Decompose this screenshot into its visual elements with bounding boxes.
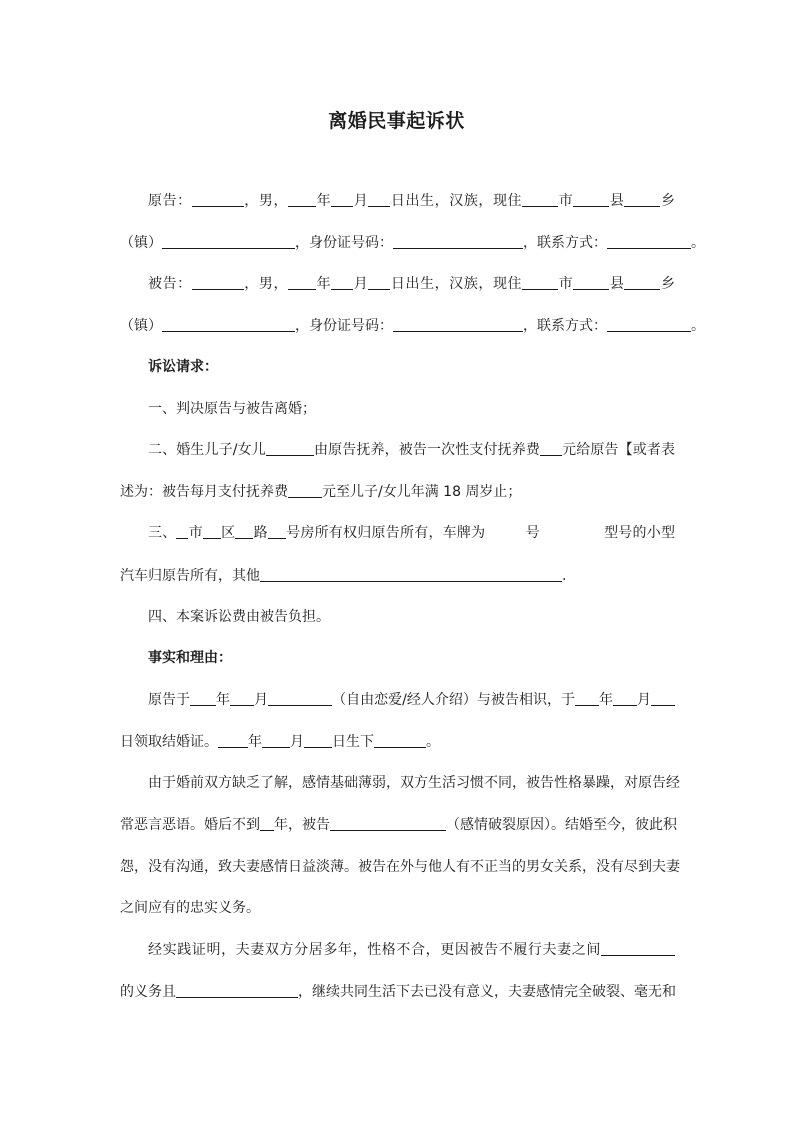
blank-defendant-birth-year[interactable] <box>288 274 316 290</box>
blank-defendant-birth-day[interactable] <box>368 274 390 290</box>
facts-heading: 事实和理由： <box>148 650 232 666</box>
claim-item-4: 四、本案诉讼费由被告负担。 <box>148 609 330 625</box>
claims-heading: 诉讼请求： <box>148 359 218 375</box>
claim-item-3-line-1: 三、 市 区 路 号房所有权归原告所有，车牌为 号 型号的小型 <box>148 525 676 541</box>
blank-plaintiff-name[interactable] <box>192 191 244 207</box>
blank-marriage-year[interactable] <box>575 690 599 706</box>
blank-defendant-name[interactable] <box>192 274 244 290</box>
blank-defendant-id-number[interactable] <box>393 316 523 332</box>
facts-p2-line-2: 常恶言恶语。婚后不到 年，被告 （感情破裂原因）。结婚至今，彼此积 <box>120 817 677 833</box>
facts-p3-line-1: 经实践证明，夫妻双方分居多年，性格不合，更因被告不履行夫妻之间 <box>120 940 675 960</box>
blank-child-birth-year[interactable] <box>218 732 248 748</box>
facts-p1-line-1: 原告于 年 月 （自由恋爱/经人介绍）与被告相识，于 年 月 <box>120 690 675 710</box>
defendant-line-1: 被告： ，男， 年 月 日出生，汉族，现住 市 县 乡 <box>148 276 676 292</box>
blank-house-road[interactable] <box>235 523 253 539</box>
blank-plaintiff-township[interactable] <box>624 191 660 207</box>
blank-defendant-birth-month[interactable] <box>331 274 353 290</box>
blank-met-month[interactable] <box>230 690 254 706</box>
blank-met-day[interactable] <box>268 690 332 706</box>
facts-p2-line-3: 怨，没有沟通，致夫妻感情日益淡薄。被告在外与他人有不正当的男女关系，没有尽到夫妻 <box>120 859 680 875</box>
blank-plaintiff-county[interactable] <box>573 191 609 207</box>
facts-p1-line-2: 日领取结婚证。 年 月 日生下 。 <box>120 734 440 750</box>
blank-marriage-day[interactable] <box>651 690 675 706</box>
defendant-line-2: （镇） ，身份证号码： ，联系方式： 。 <box>120 318 705 334</box>
blank-plaintiff-city[interactable] <box>522 191 558 207</box>
plaintiff-line-1: 原告： ，男， 年 月 日出生，汉族，现住 市 县 乡 <box>148 193 676 209</box>
facts-p2-line-4: 之间应有的忠实义务。 <box>120 900 260 916</box>
blank-defendant-contact[interactable] <box>607 316 691 332</box>
blank-breakdown-reason[interactable] <box>330 815 446 831</box>
blank-defendant-township[interactable] <box>624 274 660 290</box>
blank-house-city[interactable] <box>176 523 188 539</box>
blank-plaintiff-town[interactable] <box>162 233 295 249</box>
blank-spousal-duty[interactable] <box>601 940 675 956</box>
blank-defendant-city[interactable] <box>522 274 558 290</box>
blank-child-gender[interactable] <box>374 732 426 748</box>
blank-plaintiff-contact[interactable] <box>607 233 691 249</box>
blank-plaintiff-id-number[interactable] <box>393 233 523 249</box>
blank-child-name[interactable] <box>266 440 314 456</box>
blank-monthly-support[interactable] <box>288 482 322 498</box>
claim-item-1: 一、判决原告与被告离婚； <box>148 401 316 417</box>
blank-house-number[interactable] <box>268 523 286 539</box>
claim-item-2-line-2: 述为：被告每月支付抚养费 元至儿子/女儿年满 18 周岁止； <box>120 484 522 500</box>
claim-item-2-line-1: 二、婚生儿子/女儿 由原告抚养，被告一次性支付抚养费 元给原告【或者表 <box>148 442 676 458</box>
blank-marriage-month[interactable] <box>613 690 637 706</box>
blank-years-after-marriage[interactable] <box>260 815 274 831</box>
blank-defendant-town[interactable] <box>162 316 295 332</box>
blank-child-birth-month[interactable] <box>262 732 290 748</box>
blank-house-district[interactable] <box>203 523 221 539</box>
blank-plaintiff-birth-day[interactable] <box>368 191 390 207</box>
blank-other-property[interactable] <box>260 566 562 582</box>
claim-item-3-line-2: 汽车归原告所有，其他 . <box>120 568 567 584</box>
plaintiff-line-2: （镇） ，身份证号码： ，联系方式： 。 <box>120 235 705 251</box>
blank-met-year[interactable] <box>190 690 216 706</box>
document-title: 离婚民事起诉状 <box>328 110 465 132</box>
blank-plaintiff-birth-month[interactable] <box>331 191 353 207</box>
facts-p2-line-1: 由于婚前双方缺乏了解，感情基础薄弱，双方生活习惯不同，被告性格暴躁，对原告经 <box>148 775 680 791</box>
blank-other-fault[interactable] <box>176 982 298 998</box>
facts-p3-line-2: 的义务且 ，继续共同生活下去已没有意义，夫妻感情完全破裂、毫无和 <box>120 984 676 1000</box>
blank-child-birth-day[interactable] <box>304 732 332 748</box>
blank-lump-sum-support[interactable] <box>540 440 562 456</box>
blank-plaintiff-birth-year[interactable] <box>288 191 316 207</box>
blank-defendant-county[interactable] <box>573 274 609 290</box>
